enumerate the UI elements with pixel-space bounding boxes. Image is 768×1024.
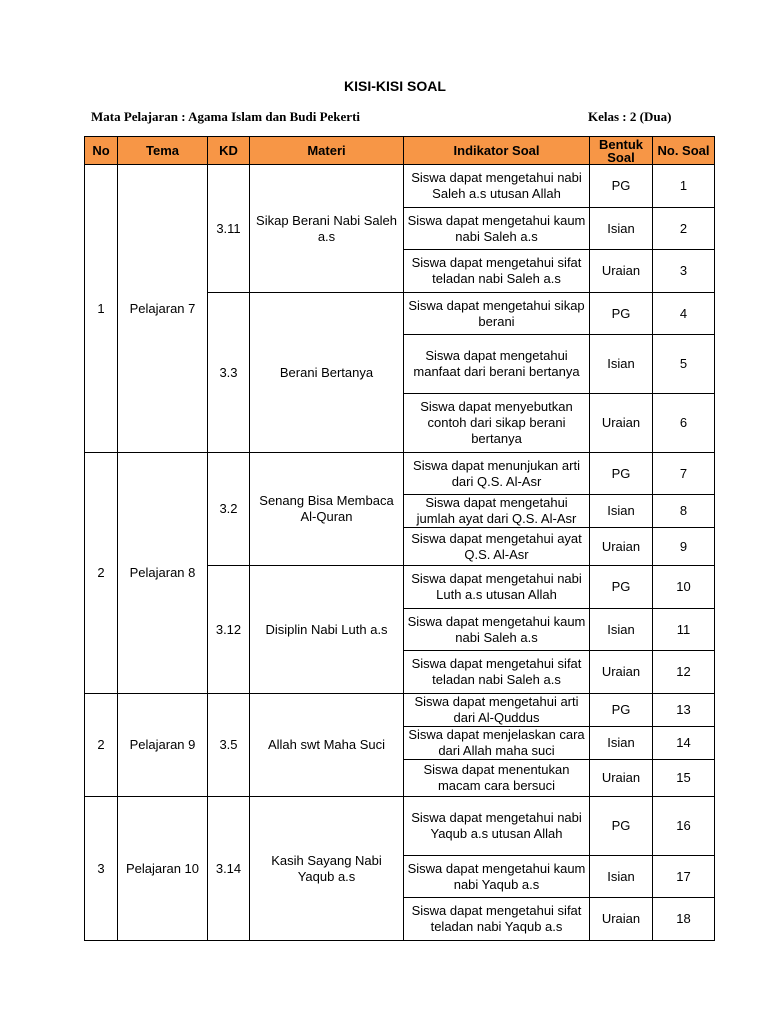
group-no-cell: 1: [85, 165, 118, 453]
no-soal-cell: 5: [653, 335, 715, 394]
no-soal-cell: 16: [653, 797, 715, 856]
indikator-cell: Siswa dapat mengetahui nabi Saleh a.s utusan Allah: [404, 165, 590, 208]
header-materi: Materi: [250, 137, 404, 165]
table-row: [85, 453, 715, 495]
bentuk-cell: Isian: [590, 856, 653, 898]
no-soal-cell: 8: [653, 495, 715, 528]
materi-cell: Kasih Sayang Nabi Yaqub a.s: [250, 797, 404, 941]
no-soal-cell: 2: [653, 208, 715, 250]
indikator-cell: Siswa dapat mengetahui manfaat dari berani bertanya: [404, 335, 590, 394]
group-tema-cell: Pelajaran 10: [118, 797, 208, 941]
bentuk-cell: Isian: [590, 208, 653, 250]
table-row: [85, 694, 715, 727]
indikator-cell: Siswa dapat menunjukan arti dari Q.S. Al-Asr: [404, 453, 590, 495]
no-soal-cell: 6: [653, 394, 715, 453]
indikator-cell: Siswa dapat mengetahui sifat teladan nabi Yaqub a.s: [404, 898, 590, 941]
bentuk-cell: PG: [590, 566, 653, 609]
indikator-cell: Siswa dapat mengetahui arti dari Al-Quddus: [404, 694, 590, 727]
kd-cell: 3.12: [208, 566, 250, 694]
materi-cell: Sikap Berani Nabi Saleh a.s: [250, 165, 404, 293]
group-no-cell: 2: [85, 453, 118, 694]
group-no-cell: 2: [85, 694, 118, 797]
class-label: Kelas : 2 (Dua): [588, 109, 672, 124]
no-soal-cell: 17: [653, 856, 715, 898]
header-row: [85, 137, 715, 165]
bentuk-cell: Isian: [590, 495, 653, 528]
materi-cell: Disiplin Nabi Luth a.s: [250, 566, 404, 694]
indikator-cell: Siswa dapat mengetahui nabi Yaqub a.s utusan Allah: [404, 797, 590, 856]
page-title: KISI-KISI SOAL: [344, 78, 446, 94]
bentuk-cell: Uraian: [590, 651, 653, 694]
bentuk-cell: Uraian: [590, 528, 653, 566]
header-indikator: Indikator Soal: [404, 137, 590, 165]
bentuk-cell: Uraian: [590, 394, 653, 453]
indikator-cell: Siswa dapat mengetahui kaum nabi Saleh a.s: [404, 609, 590, 651]
no-soal-cell: 14: [653, 727, 715, 760]
subject-label: Mata Pelajaran : Agama Islam dan Budi Pekerti: [91, 109, 361, 124]
materi-cell: Allah swt Maha Suci: [250, 694, 404, 797]
bentuk-cell: PG: [590, 797, 653, 856]
kd-cell: 3.2: [208, 453, 250, 566]
table-row: [85, 797, 715, 856]
materi-cell: Berani Bertanya: [250, 293, 404, 453]
group-tema-cell: Pelajaran 7: [118, 165, 208, 453]
bentuk-cell: Uraian: [590, 760, 653, 797]
kd-cell: 3.3: [208, 293, 250, 453]
group-no-cell: 3: [85, 797, 118, 941]
no-soal-cell: 11: [653, 609, 715, 651]
bentuk-cell: Uraian: [590, 898, 653, 941]
kd-cell: 3.14: [208, 797, 250, 941]
bentuk-cell: Isian: [590, 727, 653, 760]
bentuk-cell: Uraian: [590, 250, 653, 293]
no-soal-cell: 9: [653, 528, 715, 566]
header-tema: Tema: [118, 137, 208, 165]
indikator-cell: Siswa dapat mengetahui kaum nabi Saleh a.s: [404, 208, 590, 250]
kd-cell: 3.11: [208, 165, 250, 293]
materi-cell: Senang Bisa Membaca Al-Quran: [250, 453, 404, 566]
group-tema-cell: Pelajaran 8: [118, 453, 208, 694]
no-soal-cell: 3: [653, 250, 715, 293]
indikator-cell: Siswa dapat mengetahui kaum nabi Yaqub a.s: [404, 856, 590, 898]
no-soal-cell: 7: [653, 453, 715, 495]
header-no-soal: No. Soal: [653, 137, 715, 165]
bentuk-cell: PG: [590, 165, 653, 208]
kd-cell: 3.5: [208, 694, 250, 797]
indikator-cell: Siswa dapat menyebutkan contoh dari sikap berani bertanya: [404, 394, 590, 453]
no-soal-cell: 4: [653, 293, 715, 335]
kisi-kisi-table: [84, 136, 715, 941]
indikator-cell: Siswa dapat mengetahui nabi Luth a.s utusan Allah: [404, 566, 590, 609]
no-soal-cell: 1: [653, 165, 715, 208]
no-soal-cell: 13: [653, 694, 715, 727]
header-no: No: [85, 137, 118, 165]
indikator-cell: Siswa dapat mengetahui jumlah ayat dari Q.S. Al-Asr: [404, 495, 590, 528]
indikator-cell: Siswa dapat menentukan macam cara bersuci: [404, 760, 590, 797]
header-bentuk-soal: Bentuk Soal: [590, 137, 653, 165]
no-soal-cell: 10: [653, 566, 715, 609]
indikator-cell: Siswa dapat menjelaskan cara dari Allah maha suci: [404, 727, 590, 760]
bentuk-cell: Isian: [590, 609, 653, 651]
indikator-cell: Siswa dapat mengetahui sikap berani: [404, 293, 590, 335]
bentuk-cell: PG: [590, 293, 653, 335]
indikator-cell: Siswa dapat mengetahui sifat teladan nabi Saleh a.s: [404, 250, 590, 293]
bentuk-cell: PG: [590, 694, 653, 727]
table-row: [85, 165, 715, 208]
bentuk-cell: Isian: [590, 335, 653, 394]
bentuk-cell: PG: [590, 453, 653, 495]
no-soal-cell: 15: [653, 760, 715, 797]
no-soal-cell: 18: [653, 898, 715, 941]
header-kd: KD: [208, 137, 250, 165]
no-soal-cell: 12: [653, 651, 715, 694]
indikator-cell: Siswa dapat mengetahui ayat Q.S. Al-Asr: [404, 528, 590, 566]
indikator-cell: Siswa dapat mengetahui sifat teladan nabi Saleh a.s: [404, 651, 590, 694]
group-tema-cell: Pelajaran 9: [118, 694, 208, 797]
